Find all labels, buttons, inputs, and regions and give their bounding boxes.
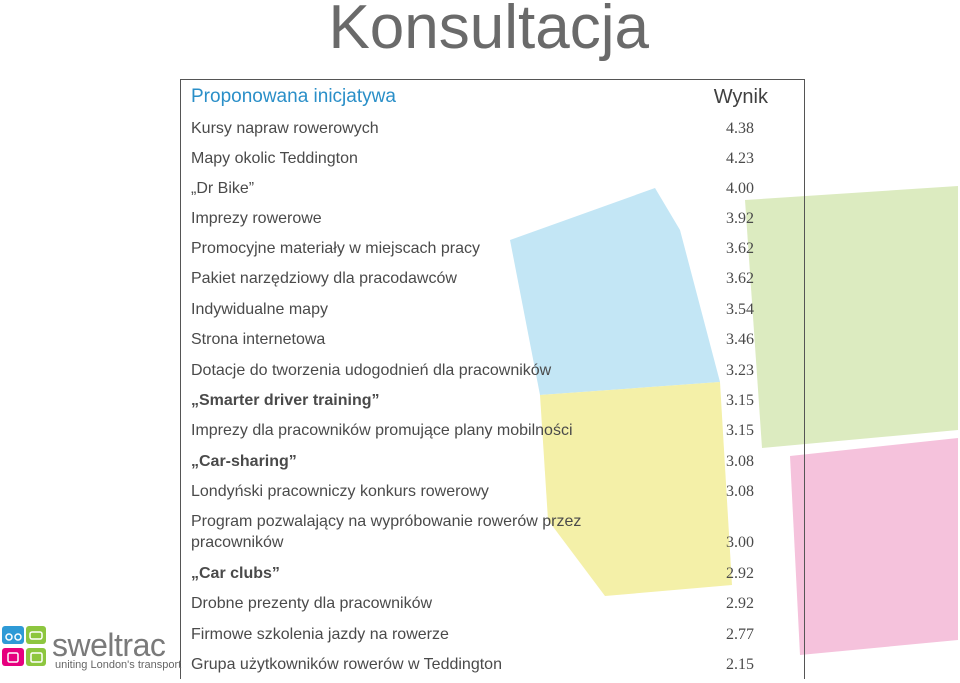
row-name: Imprezy dla pracowników promujące plany mobilności xyxy=(191,422,573,439)
row-score: 3.23 xyxy=(726,362,754,379)
row-score: 2.92 xyxy=(726,595,754,612)
row-name-continued: pracowników xyxy=(191,534,284,551)
logo-wordmark: sweltrac xyxy=(52,627,166,663)
pink-shape xyxy=(790,438,958,655)
row-score: 4.00 xyxy=(726,180,754,197)
row-name: „Smarter driver training” xyxy=(191,392,380,409)
row-score: 3.46 xyxy=(726,331,754,348)
row-name: Program pozwalający na wypróbowanie rowerów przez xyxy=(191,513,582,530)
row-score: 3.15 xyxy=(726,422,754,439)
row-name: „Car-sharing” xyxy=(191,453,297,470)
row-name: Indywidualne mapy xyxy=(191,301,328,318)
row-score: 4.23 xyxy=(726,150,754,167)
row-name: Mapy okolic Teddington xyxy=(191,150,358,167)
row-score: 2.77 xyxy=(726,626,754,643)
header-score: Wynik xyxy=(713,86,768,108)
row-name: „Car clubs” xyxy=(191,565,280,582)
page-title: Konsultacja xyxy=(328,0,649,62)
row-name: Kursy napraw rowerowych xyxy=(191,120,379,137)
row-score: 2.92 xyxy=(726,565,754,582)
row-name: Promocyjne materiały w miejscach pracy xyxy=(191,240,480,257)
row-score: 3.54 xyxy=(726,301,754,318)
row-name: Firmowe szkolenia jazdy na rowerze xyxy=(191,626,449,643)
row-score: 3.62 xyxy=(726,270,754,287)
row-score: 2.15 xyxy=(726,656,754,673)
row-name: Strona internetowa xyxy=(191,331,326,348)
row-score: 3.92 xyxy=(726,210,754,227)
row-name: Pakiet narzędziowy dla pracodawców xyxy=(191,270,457,287)
row-name: Drobne prezenty dla pracowników xyxy=(191,595,433,612)
row-score: 3.00 xyxy=(726,534,754,551)
header-initiative: Proponowana inicjatywa xyxy=(191,86,396,107)
row-score: 3.08 xyxy=(726,453,754,470)
row-score: 3.62 xyxy=(726,240,754,257)
row-score: 4.38 xyxy=(726,120,754,137)
results-table xyxy=(180,79,805,679)
row-score: 3.08 xyxy=(726,483,754,500)
logo-tagline: uniting London's transport xyxy=(55,659,182,671)
row-score: 3.15 xyxy=(726,392,754,409)
row-name: Dotacje do tworzenia udogodnień dla pracowników xyxy=(191,362,552,379)
row-name: Imprezy rowerowe xyxy=(191,210,322,227)
row-name: Grupa użytkowników rowerów w Teddington xyxy=(191,656,502,673)
row-name: Londyński pracowniczy konkurs rowerowy xyxy=(191,483,489,500)
row-name: „Dr Bike” xyxy=(191,180,255,197)
